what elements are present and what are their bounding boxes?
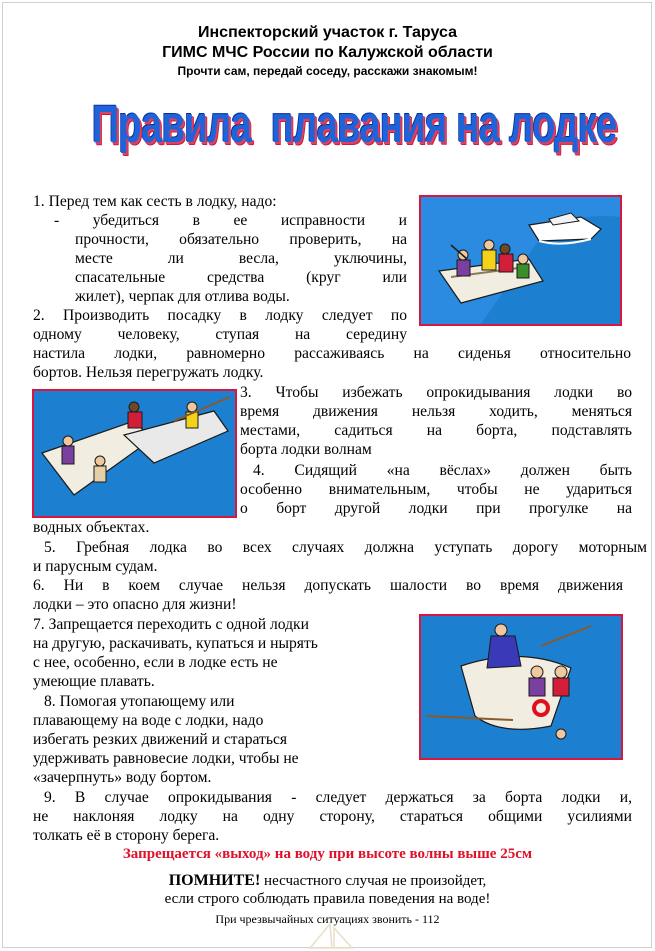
rule-7-line-1: 7. Запрещается переходить с одной лодки <box>33 616 309 633</box>
rule-2-line-3: настила лодки, равномерно рассаживаясь на сиденья относительно <box>33 345 631 362</box>
rule-8-line-4: удерживать равновесие лодки, чтобы не <box>33 750 299 767</box>
emergency-phone: При чрезвычайных ситуациях звонить - 112 <box>215 912 440 926</box>
rule-5-line-1: 5. Гребная лодка во всех случаях должна уступать дорогу моторным <box>44 539 647 556</box>
rule-6-line-1: 6. Ни в коем случае нельзя допускать шалости во время движения <box>33 577 623 594</box>
rule-5-line-2: и парусным судам. <box>33 558 158 575</box>
header-line-2: ГИМС МЧС России по Калужской области <box>162 44 493 61</box>
rule-1-line-1: 1. Перед тем как сесть в лодку, надо: <box>33 193 277 210</box>
remember-line-2: если строго соблюдать правила поведения на воде! <box>164 891 491 907</box>
rule-2-line-2: одному человеку, ступая на середину <box>33 326 407 343</box>
remember-line-1 <box>0 872 655 890</box>
rule-9-line-3: толкать её в сторону берега. <box>33 827 220 844</box>
rule-7-line-3: с нее, особенно, если в лодке есть не <box>33 654 278 671</box>
rule-1-line-4: месте ли весла, уключины, <box>75 250 407 267</box>
rule-4-line-4: водных объектах. <box>33 519 150 536</box>
rule-8-line-1: 8. Помогая утопающему или <box>44 693 235 710</box>
rule-7-line-2: на другую, раскачивать, купаться и нырять <box>33 635 318 652</box>
rule-3-line-3: местами, садиться на борта, подставлять <box>240 422 632 439</box>
rule-9-line-2: не наклоняя лодку на одну сторону, стараться общими усилиями <box>33 808 632 825</box>
rule-3-line-2: время движения нельзя ходить, меняться <box>240 403 632 420</box>
header-line-3: Прочти сам, передай соседу, расскажи знакомым! <box>177 64 478 78</box>
illustration-motorboat <box>419 195 622 326</box>
remember-bold: ПОМНИТЕ! <box>168 872 261 889</box>
rule-4-line-2: особенно внимательным, чтобы не удариться <box>240 481 632 498</box>
page-title: Правила плавания на лодке <box>91 95 617 154</box>
rule-8-line-2: плавающему на воде с лодки, надо <box>33 712 264 729</box>
rule-1-line-3: прочности, обязательно проверить, на <box>75 231 407 248</box>
rule-3-line-4: борта лодки волнам <box>240 441 372 458</box>
header-line-1: Инспекторский участок г. Таруса <box>198 24 457 41</box>
rule-8-line-5: «зачерпнуть» воду бортом. <box>33 769 212 786</box>
rule-4-line-3: о борт другой лодки при прогулке на <box>240 500 632 517</box>
rule-1-line-6: жилет), черпак для отлива воды. <box>75 288 290 305</box>
rule-6-line-2: лодки – это опасно для жизни! <box>33 596 237 613</box>
rule-1-line-2: - убедиться в ее исправности и <box>54 212 407 229</box>
rule-2-line-1: 2. Производить посадку в лодку следует по <box>33 307 407 324</box>
rule-8-line-3: избегать резких движений и стараться <box>33 731 288 748</box>
rule-7-line-4: умеющие плавать. <box>33 673 155 690</box>
watermark-sail-icon <box>300 922 360 950</box>
rule-9-line-1: 9. В случае опрокидывания - следует держаться за борта лодки и, <box>44 789 632 806</box>
illustration-two-boats <box>32 389 237 518</box>
rule-1-line-5: спасательные средства (круг или <box>75 269 407 286</box>
wave-height-warning: Запрещается «выход» на воду при высоте волны выше 25см <box>122 846 533 862</box>
rule-2-line-4: бортов. Нельзя перегружать лодку. <box>33 364 264 381</box>
illustration-capsize <box>419 614 623 760</box>
rule-3-line-1: 3. Чтобы избежать опрокидывания лодки во <box>240 384 632 401</box>
rule-4-line-1: 4. Сидящий «на вёслах» должен быть <box>253 462 632 479</box>
remember-rest: несчастного случая не произойдет, <box>260 873 487 889</box>
